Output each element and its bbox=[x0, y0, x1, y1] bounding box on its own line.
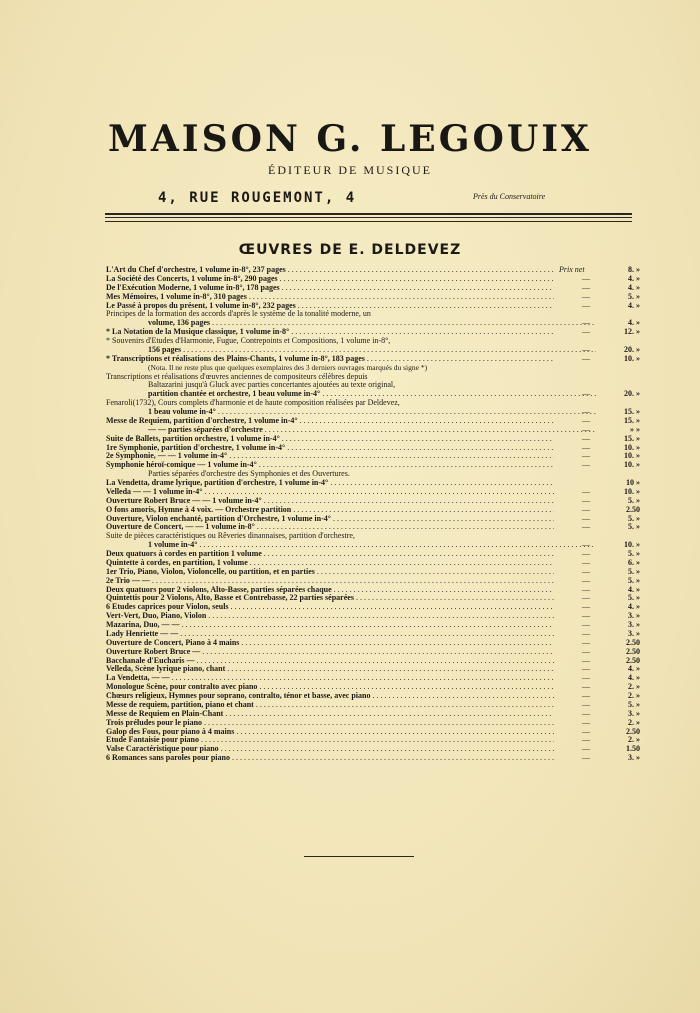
entry-title: 1er Trio, Piano, Violon, Violoncelle, ou partition, et en parties . . . bbox=[106, 568, 554, 577]
ditto-dash: — bbox=[582, 593, 590, 603]
catalog-entry bbox=[106, 353, 640, 364]
entry-title: Mes Mémoires, 1 volume in-8°, 310 pages . . . bbox=[106, 293, 554, 302]
entry-title: Symphonie héroï-comique — 1 volume in-4° . . . bbox=[106, 461, 554, 470]
entry-price: 1.50 bbox=[626, 744, 640, 754]
publisher-subtitle: ÉDITEUR DE MUSIQUE bbox=[268, 163, 432, 177]
ditto-dash: — bbox=[582, 540, 590, 550]
catalog-entry bbox=[106, 318, 640, 328]
catalog-entry bbox=[106, 566, 640, 577]
entry-title: Messe de requiem, partition, piano et chant . . . bbox=[106, 701, 554, 710]
entry-title: Ouverture Robert Bruce — . . . bbox=[106, 648, 554, 657]
ditto-dash: — bbox=[582, 442, 590, 452]
entry-price: 2.50 bbox=[626, 726, 640, 736]
header-rule bbox=[105, 221, 632, 222]
entry-title: 1 volume in-4° . . . bbox=[106, 541, 596, 550]
entry-title: Quintette à cordes, en partition, 1 volume . . . bbox=[106, 559, 554, 568]
entry-price: 3. » bbox=[628, 620, 640, 629]
price-header: Prix net bbox=[559, 265, 585, 274]
ditto-dash: — bbox=[582, 664, 590, 674]
catalog-entry bbox=[106, 691, 640, 701]
entry-title: 6 Etudes caprices pour Violon, seuls . . . bbox=[106, 603, 554, 612]
entry-price: 6. » bbox=[628, 557, 640, 567]
entry-title: Suite de pièces caractéristiques ou Rêveries dinannaises, partition d'orchestre, bbox=[106, 532, 355, 541]
entry-price: » » bbox=[630, 424, 640, 434]
catalog-entry bbox=[106, 620, 640, 630]
entry-price: 20. » bbox=[624, 344, 640, 354]
ditto-dash: — bbox=[582, 611, 590, 621]
catalog-entry bbox=[106, 373, 636, 382]
ditto-dash: — bbox=[582, 557, 590, 567]
entry-title: partition chantée et orchestre, 1 beau volume in-4° . . . bbox=[106, 390, 596, 399]
entry-title: Velleda, Scène lyrique piano, chant . . . bbox=[106, 665, 554, 674]
entry-price: 8. » bbox=[628, 265, 640, 274]
ditto-dash: — bbox=[582, 407, 590, 416]
catalog-entry bbox=[106, 389, 640, 399]
catalog-entry bbox=[106, 451, 640, 461]
entry-price: 10. » bbox=[624, 540, 640, 550]
entry-title: Mazarina, Duo, — — . . . bbox=[106, 621, 554, 630]
ditto-dash: — bbox=[582, 620, 590, 629]
entry-title: Velleda — — 1 volume in-4° . . . bbox=[106, 488, 554, 497]
header-rule bbox=[105, 213, 632, 215]
entry-title: 1 beau volume in-4° . . . bbox=[106, 408, 596, 417]
ditto-dash: — bbox=[582, 522, 590, 532]
entry-title: volume, 136 pages . . . bbox=[106, 319, 596, 328]
ditto-dash: — bbox=[582, 602, 590, 612]
catalog-entry bbox=[106, 337, 636, 346]
entry-price: 4. » bbox=[628, 282, 640, 292]
entry-price: 10 » bbox=[626, 478, 640, 487]
catalog-entry bbox=[106, 575, 640, 586]
catalog-entry bbox=[106, 593, 640, 603]
entry-price: 15. » bbox=[624, 433, 640, 443]
catalog-entry bbox=[106, 540, 640, 550]
entry-price: 20. » bbox=[624, 389, 640, 399]
entry-price: 3. » bbox=[628, 753, 640, 763]
catalog-entry bbox=[106, 726, 640, 737]
address-note: Près du Conservatoire bbox=[473, 192, 546, 201]
entry-price: 10. » bbox=[624, 451, 640, 461]
entry-price: 4. » bbox=[628, 273, 640, 283]
ditto-dash: — bbox=[582, 628, 590, 638]
entry-price: 4. » bbox=[628, 673, 640, 683]
ditto-dash: — bbox=[582, 726, 590, 736]
entry-title: La Vendetta, — — . . . bbox=[106, 674, 554, 683]
entry-price: 4. » bbox=[628, 602, 640, 612]
catalog-entry bbox=[106, 381, 636, 390]
catalog-entry bbox=[106, 291, 640, 302]
entry-price: 15. » bbox=[624, 407, 640, 416]
catalog-entry bbox=[106, 682, 640, 692]
ditto-dash: — bbox=[582, 424, 590, 434]
catalog-entry bbox=[106, 344, 640, 355]
entry-title: O fons amoris, Hymne à 4 voix. — Orchestre partition . . . bbox=[106, 506, 554, 515]
ditto-dash: — bbox=[582, 300, 590, 310]
entry-price: 2. » bbox=[628, 682, 640, 692]
ditto-dash: — bbox=[582, 646, 590, 656]
entry-price: 10. » bbox=[624, 460, 640, 470]
catalog-entry bbox=[106, 557, 640, 568]
entry-price: 2.50 bbox=[626, 504, 640, 514]
entry-title: Baltazarini jusqu'à Gluck avec parties concertantes ajoutées au texte original, bbox=[148, 381, 396, 390]
entry-price: 2.50 bbox=[626, 637, 640, 647]
entry-title: De l'Exécution Moderne, 1 volume in-8°, 178 pages . . . bbox=[106, 284, 554, 293]
entry-price: 2. » bbox=[628, 735, 640, 745]
catalog-entry bbox=[106, 513, 640, 524]
entry-title: Chœurs religieux, Hymnes pour soprano, contralto, ténor et basse, avec piano . . . bbox=[106, 692, 554, 701]
entry-title: Fenaroli(1732), Cours complets d'harmonie et de haute composition réalisées par Deldevez, bbox=[106, 399, 400, 408]
catalog-entry bbox=[106, 744, 640, 754]
ditto-dash: — bbox=[582, 327, 590, 337]
ditto-dash: — bbox=[582, 655, 590, 665]
catalog-entry bbox=[106, 611, 640, 621]
ditto-dash: — bbox=[582, 460, 590, 470]
catalog-entry bbox=[106, 486, 640, 497]
ditto-dash: — bbox=[582, 486, 590, 496]
catalog-entry bbox=[106, 495, 640, 506]
ditto-dash: — bbox=[582, 549, 590, 558]
ditto-dash: — bbox=[582, 575, 590, 585]
catalog-entry bbox=[106, 282, 640, 293]
entry-title: Ouverture de Concert, Piano à 4 mains . . . bbox=[106, 639, 554, 648]
catalog-entry bbox=[106, 504, 640, 515]
entry-price: 2. » bbox=[628, 717, 640, 727]
catalog-entry bbox=[106, 460, 640, 470]
catalog-entry bbox=[106, 424, 640, 435]
entry-price: 5. » bbox=[628, 522, 640, 532]
ditto-dash: — bbox=[582, 318, 590, 328]
entry-price: 5. » bbox=[628, 566, 640, 576]
catalog-entry bbox=[106, 717, 640, 728]
ditto-dash: — bbox=[582, 691, 590, 700]
entry-price: 3. » bbox=[628, 611, 640, 621]
ditto-dash: — bbox=[582, 717, 590, 727]
entry-price: 2.50 bbox=[626, 646, 640, 656]
ditto-dash: — bbox=[582, 389, 590, 399]
catalog-entry bbox=[106, 549, 640, 559]
catalog-entry bbox=[106, 584, 640, 595]
publisher-address: 4, RUE ROUGEMONT, 4 bbox=[158, 190, 357, 206]
entry-price: 5. » bbox=[628, 291, 640, 301]
entry-title: La Vendetta, drame lyrique, partition d'orchestre, 1 volume in-4° . . . bbox=[106, 479, 554, 488]
catalog-entry bbox=[106, 655, 640, 666]
entry-price: 2.50 bbox=[626, 655, 640, 665]
entry-title: — — parties séparées d'orchestre . . . bbox=[106, 426, 596, 435]
publisher-name: MAISON G. LEGOUIX bbox=[108, 118, 592, 160]
catalog-entry bbox=[106, 442, 640, 453]
catalog-entry bbox=[106, 273, 640, 284]
entry-price: 4. » bbox=[628, 318, 640, 328]
catalog-entry bbox=[106, 522, 640, 532]
catalog-entry bbox=[106, 407, 640, 417]
ditto-dash: — bbox=[582, 753, 590, 763]
entry-title: * La Notation de la Musique classique, 1 volume in-8° . . . bbox=[106, 328, 554, 337]
ditto-dash: — bbox=[582, 744, 590, 754]
ditto-dash: — bbox=[582, 637, 590, 647]
ditto-dash: — bbox=[582, 433, 590, 443]
entry-price: 4. » bbox=[628, 584, 640, 594]
entry-title: Lady Henriette — — . . . bbox=[106, 630, 554, 639]
entry-price: 5. » bbox=[628, 593, 640, 603]
entry-title: Messe de Requiem, partition d'orchestre, 1 volume in-4° . . . bbox=[106, 417, 554, 426]
entry-title: Ouverture Robert Bruce — — 1 volume in-4° . . . bbox=[106, 497, 554, 506]
entry-price: 3. » bbox=[628, 708, 640, 718]
catalog-entry bbox=[106, 532, 636, 541]
catalog-entry bbox=[106, 753, 640, 763]
entry-title: L'Art du Chef d'orchestre, 1 volume in-8°, 237 pages . . . bbox=[106, 266, 554, 275]
entry-title: Deux quatuors pour 2 violons, Alto-Basse, parties séparées chaque . . . bbox=[106, 586, 554, 595]
entry-title: Quintettis pour 2 Violons, Alto, Basse et Contrebasse, 22 parties séparées . . . bbox=[106, 594, 554, 603]
catalog-entry bbox=[106, 637, 640, 648]
catalog-entry bbox=[106, 364, 636, 373]
catalog-entry bbox=[106, 646, 640, 657]
entry-title: * Souvenirs d'Etudes d'Harmonie, Fugue, Contrepoints et Compositions, 1 volume in-8°, bbox=[106, 337, 391, 345]
entry-price: 4. » bbox=[628, 664, 640, 674]
entry-price: 5. » bbox=[628, 575, 640, 585]
ditto-dash: — bbox=[582, 682, 590, 692]
ditto-dash: — bbox=[582, 353, 590, 363]
catalog-entry bbox=[106, 399, 636, 408]
entry-title: Principes de la formation des accords d'après le système de la tonalité moderne, un bbox=[106, 310, 371, 319]
ditto-dash: — bbox=[582, 282, 590, 292]
header-rule bbox=[105, 217, 632, 218]
entry-title: Ouverture de Concert, — — 1 volume in-8° . . . bbox=[106, 523, 554, 532]
entry-price: 10. » bbox=[624, 486, 640, 496]
catalog-entry bbox=[106, 327, 640, 337]
ditto-dash: — bbox=[582, 273, 590, 283]
catalog-title: ŒUVRES DE E. DELDEVEZ bbox=[238, 242, 462, 258]
ditto-dash: — bbox=[582, 584, 590, 594]
entry-title: Bacchanale d'Eucharis — . . . bbox=[106, 657, 554, 666]
entry-title: Vert-Vert, Duo, Piano, Violon . . . bbox=[106, 612, 554, 621]
ditto-dash: — bbox=[582, 699, 590, 709]
catalog-entry bbox=[106, 415, 640, 426]
catalog-entry bbox=[106, 478, 640, 488]
catalog-entry bbox=[106, 310, 636, 319]
catalog-entry bbox=[106, 708, 640, 719]
catalog-entry bbox=[106, 673, 640, 683]
entry-title: Etude Fantaisie pour piano . . . bbox=[106, 736, 554, 745]
catalog-entry bbox=[106, 470, 636, 479]
entry-title: Trois préludes pour le piano . . . bbox=[106, 719, 554, 728]
ditto-dash: — bbox=[582, 415, 590, 425]
entry-title: Valse Caractéristique pour piano . . . bbox=[106, 745, 554, 754]
entry-title: (Nota. Il ne reste plus que quelques exemplaires des 3 derniers ouvrages marqués du signe *) bbox=[148, 363, 428, 372]
ditto-dash: — bbox=[582, 708, 590, 718]
entry-price: 10. » bbox=[624, 442, 640, 452]
entry-title: Monologue Scène, pour contralto avec piano . . . bbox=[106, 683, 554, 692]
catalog-entry bbox=[106, 433, 640, 444]
entry-price: 5. » bbox=[628, 495, 640, 505]
ditto-dash: — bbox=[582, 735, 590, 745]
entry-title: 2e Symphonie, — — 1 volume in-4° . . . bbox=[106, 452, 554, 461]
catalog-entry bbox=[106, 699, 640, 710]
entry-price: 15. » bbox=[624, 415, 640, 425]
catalog-entry bbox=[106, 628, 640, 639]
entry-title: Parties séparées d'orchestre des Symphonies et des Ouvertures. bbox=[148, 470, 350, 479]
entry-price: 5. » bbox=[628, 513, 640, 523]
entry-title: Galop des Fous, pour piano à 4 mains . . . bbox=[106, 728, 554, 737]
ditto-dash: — bbox=[582, 344, 590, 354]
entry-title: Ouverture, Violon enchanté, partition d'Orchestre, 1 volume in-4° . . . bbox=[106, 515, 554, 524]
entry-title: Deux quatuors à cordes en partition 1 volume . . . bbox=[106, 550, 554, 559]
entry-title: Suite de Ballets, partition orchestre, 1 volume in-4° . . . bbox=[106, 435, 554, 444]
catalog-entry bbox=[106, 602, 640, 612]
entry-title: 6 Romances sans paroles pour piano . . . bbox=[106, 754, 554, 763]
catalog-entry bbox=[106, 664, 640, 674]
entry-price: 2. » bbox=[628, 691, 640, 700]
entry-price: 4. » bbox=[628, 300, 640, 310]
ditto-dash: — bbox=[582, 504, 590, 514]
entry-price: 3. » bbox=[628, 628, 640, 638]
catalog-entry bbox=[106, 300, 640, 311]
ditto-dash: — bbox=[582, 673, 590, 683]
entry-price: 10. » bbox=[624, 353, 640, 363]
ditto-dash: — bbox=[582, 291, 590, 301]
entry-title: 156 pages . . . bbox=[106, 346, 596, 355]
ditto-dash: — bbox=[582, 513, 590, 523]
entry-title: Messe de Requiem en Plain-Chant . . . bbox=[106, 710, 554, 719]
entry-price: 12. » bbox=[624, 327, 640, 337]
entry-title: 1re Symphonie, partition d'orchestre, 1 volume in-4° . . . bbox=[106, 444, 554, 453]
entry-title: * Transcriptions et réalisations des Plains-Chants, 1 volume in-8°, 183 pages . . . bbox=[106, 355, 554, 364]
entry-price: 5. » bbox=[628, 699, 640, 709]
catalog-list bbox=[106, 265, 640, 763]
ditto-dash: — bbox=[582, 451, 590, 461]
entry-title: 2e Trio — — . . . bbox=[106, 577, 554, 586]
entry-title: Transcriptions et réalisations d'œuvres anciennes de compositeurs célèbres depuis bbox=[106, 372, 368, 381]
entry-price: 5. » bbox=[628, 549, 640, 558]
ditto-dash: — bbox=[582, 495, 590, 505]
footer-rule bbox=[304, 856, 414, 857]
catalog-entry bbox=[106, 735, 640, 745]
entry-title: La Société des Concerts, 1 volume in-8°, 290 pages . . . bbox=[106, 275, 554, 284]
catalog-entry bbox=[106, 265, 640, 275]
ditto-dash: — bbox=[582, 566, 590, 576]
entry-title: Le Passé à propos du présent, 1 volume in-8°, 232 pages . . . bbox=[106, 302, 554, 311]
